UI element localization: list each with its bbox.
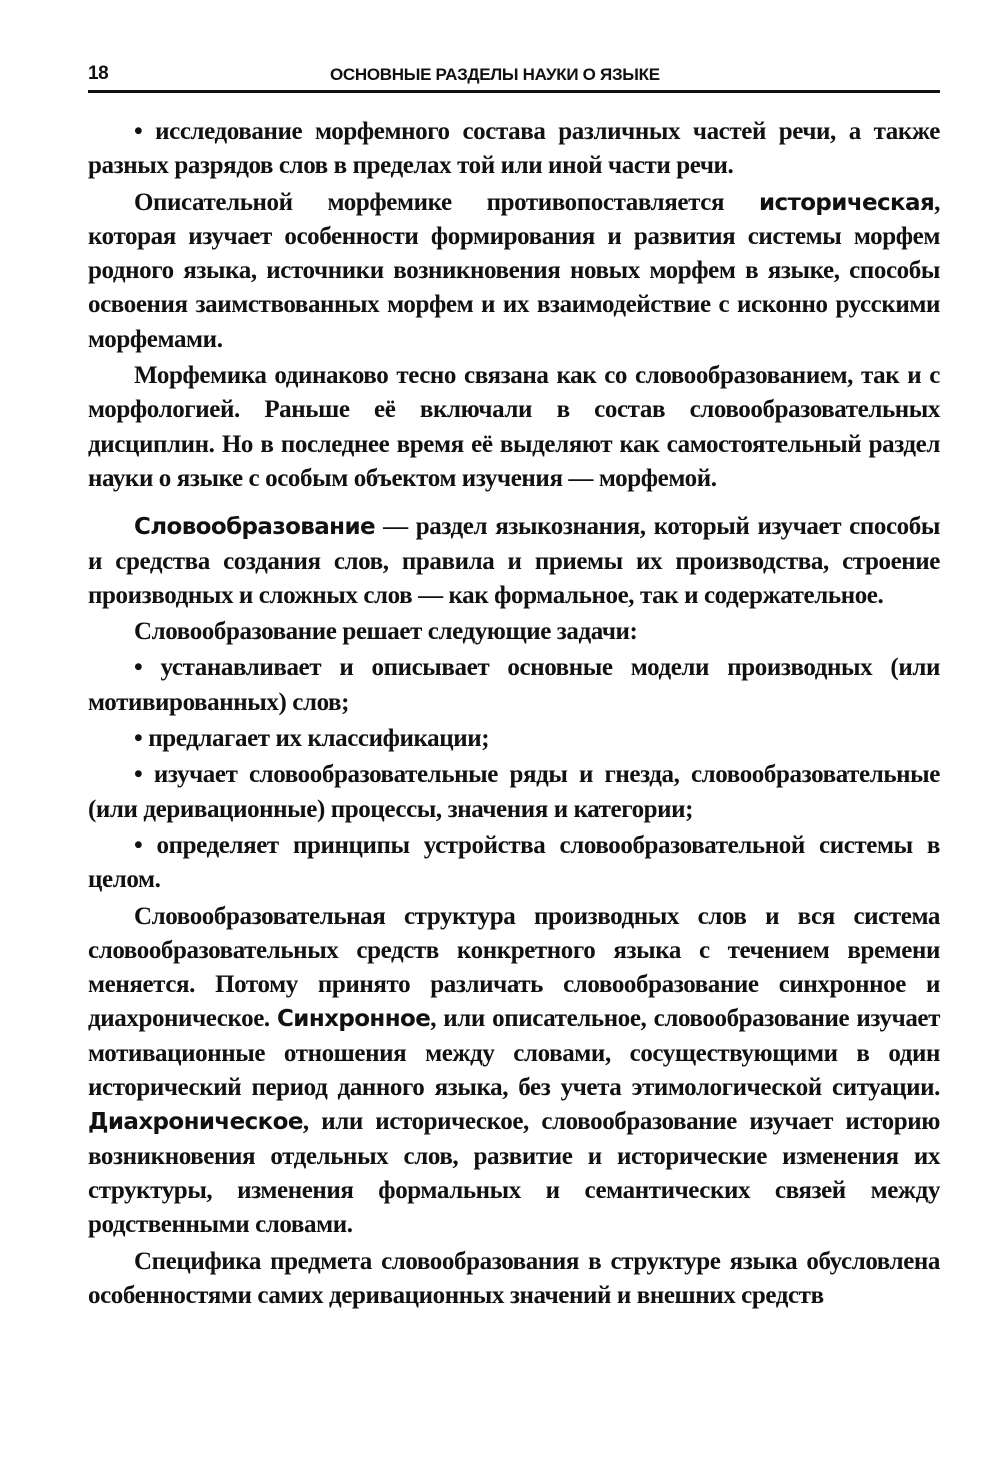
paragraph-text: , или историческое, словообразование изучает историю возникновения отдельных слов, развитие и исторические изменения их структуры, изменения формальных и семантических связей между родственными словами. <box>88 1108 940 1239</box>
list-item-text: • предлагает их классификации; <box>134 725 490 753</box>
list-item <box>88 829 940 898</box>
paragraph-text: Специфика предмета словообразования в структуре языка обусловлена особенностями самих деривационных значений и внешних средств <box>88 1247 940 1309</box>
paragraph <box>88 1245 940 1314</box>
term-historical: историческая <box>758 189 935 216</box>
paragraph-text: Словообразование решает следующие задачи: <box>134 618 638 646</box>
list-item <box>88 722 940 756</box>
book-page <box>88 55 940 1315</box>
page-number: 18 <box>88 63 109 84</box>
page-body <box>88 115 940 1313</box>
running-title: ОСНОВНЫЕ РАЗДЕЛЫ НАУКИ О ЯЗЫКЕ <box>330 65 660 84</box>
paragraph-text: , которая изучает особенности формирования и развития системы морфем родного языка, источники возникновения новых морфем в языке, способы освоения заимствованных морфем и их взаимодействие с исконно русскими морфемами. <box>88 188 940 353</box>
list-item-text: • определяет принципы устройства словообразовательной системы в целом. <box>88 831 940 894</box>
paragraph <box>88 900 940 1243</box>
paragraph-text: — раздел языкознания, который изучает способы и средства создания слов, правила и приемы их производства, строение производных и сложных слов — как формальное, так и содержательное. <box>88 513 940 609</box>
list-item-text: • изучает словообразовательные ряды и гнезда, словообразовательные (или деривационные) процессы, значения и категории; <box>88 761 940 823</box>
term-synchronic: Синхронное <box>277 1006 431 1033</box>
list-item <box>88 651 940 720</box>
paragraph <box>88 359 940 496</box>
paragraph <box>88 615 940 649</box>
paragraph <box>88 186 940 357</box>
paragraph-text: , или описательное, словообразование изучает мотивационные отношения между словами, сосуществующими в один исторический период данного языка, без учета этимологической ситуации. <box>88 1005 940 1102</box>
paragraph <box>88 115 940 184</box>
list-item <box>88 758 940 827</box>
term-word-formation: Словообразование <box>134 514 375 541</box>
paragraph-text: • исследование морфемного состава различных частей речи, а также разных разрядов слов в пределах той или иной части речи. <box>88 118 940 180</box>
paragraph <box>88 510 940 613</box>
paragraph-text: Словообразовательная структура производных слов и вся система словообразовательных средств конкретного языка с течением времени меняется. Потому принято различать словообразование синхронное и диахроническое. <box>88 902 940 1033</box>
paragraph-text: Описательной морфемике противопоставляется <box>134 188 759 216</box>
page-header <box>88 55 940 93</box>
list-item-text: • устанавливает и описывает основные модели производных (или мотивированных) слов; <box>88 654 940 716</box>
term-diachronic: Диахроническое <box>88 1109 303 1136</box>
paragraph-text: Морфемика одинаково тесно связана как со словообразованием, так и с морфологией. Раньше её включали в состав словообразовательных дисциплин. Но в последнее время её выделяют как самостоятельный раздел науки о языке с особым объектом изучения — морфемой. <box>88 362 940 492</box>
